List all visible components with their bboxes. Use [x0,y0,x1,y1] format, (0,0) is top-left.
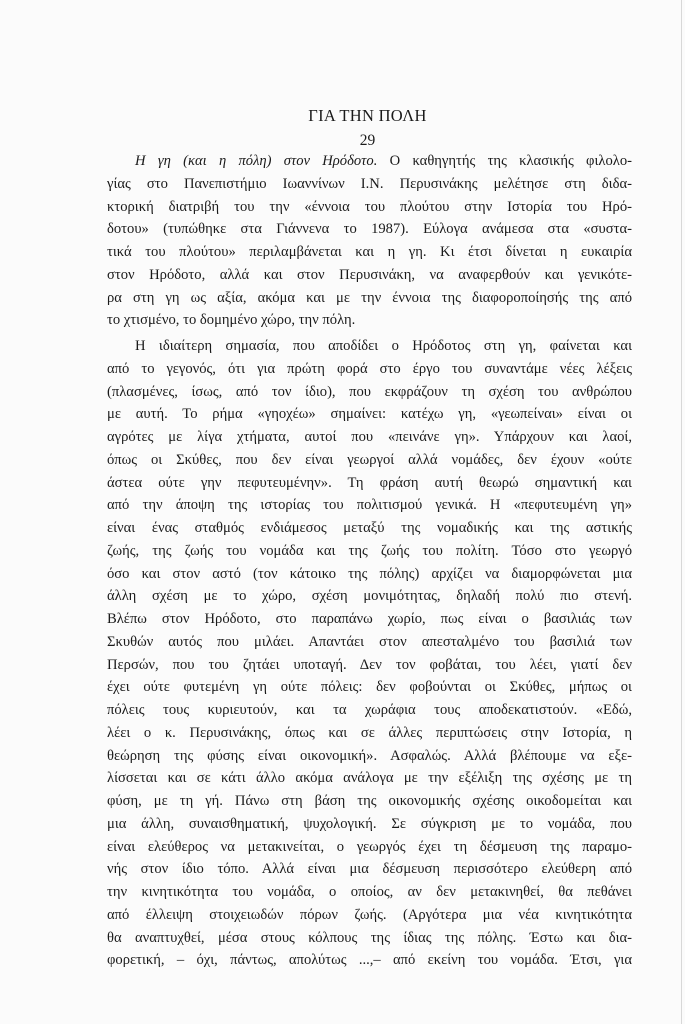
text-line: Περσών, που του ζητάει υποταγή. Δεν τον φοβάται, του λέει, γιατί δεν [107,656,632,673]
section-lead-italic: Η γη (και η πόλη) στον Ηρόδοτο. [135,153,378,169]
text-line: θα αναπτυχθεί, μέσα στους κόλπους της ίδιας της πόλης. Έστω και δια- [107,929,632,946]
text-line: τικά του πλούτου» περιλαμβάνεται και η γη. Κι έτσι δίνεται η ευκαιρία [107,244,632,260]
text-line: Σκυθών αυτός που μιλάει. Απαντάει στον απεσταλμένο του βασιλιά των [107,633,632,650]
text-line: κτορική διατριβή του την «έννοια του πλούτου στην Ιστορία του Ηρό- [107,198,632,215]
text-line: με αυτή. Το ρήμα «γηοχέω» σημαίνει: κατέχω γη, «γεωπείναι» είναι οι [107,406,632,423]
text-line: την κινητικότητα του νομάδα, ο οποίος, αν δεν μετακινηθεί, θα πεθάνει [107,884,632,900]
text-line: δοτου» (τυπώθηκε στα Γιάννενα το 1987). Εύλογα ανάμεσα στα «συστα- [107,221,632,238]
text-line: Η ιδιαίτερη σημασία, που αποδίδει ο Ηρόδοτος στη γη, φαίνεται και [135,338,632,354]
text-line: άστεα ούτε γην πεφυτευμένην». Τη φράση αυτή θεωρώ σημαντική και [107,474,632,491]
paragraph-2 [107,335,632,972]
text-line: θεώρηση της φύσης είναι οικονομική». Ασφαλώς. Αλλά βλέπουμε να εξε- [107,747,632,764]
text-line: μια άλλη, συναισθηματική, ψυχολογική. Σε σύγκριση με το νομάδα, που [107,815,632,832]
text-line: αγρότες με λίγα χτήματα, αυτοί που «πεινάνε γη». Υπάρχουν και λαοί, [107,429,632,445]
text-line: φύση, με τη γή. Πάνω στη βάση της οικονομικής σχέσης οικοδομείται και [107,793,632,809]
text-line: Βλέπω στον Ηρόδοτο, στο παραπάνω χωρίο, πως είναι ο βασιλιάς των [107,611,632,627]
text-line: το χτισμένο, το δομημένο χώρο, την πόλη. [107,312,356,329]
running-title: ΓΙΑ ΤΗΝ ΠΟΛΗ [308,106,427,125]
body-text [107,150,632,972]
text-line: ρα στη γη ως αξία, ακόμα και με την έννοια της διαφοροποίησής της από [107,289,632,306]
text-line: είναι ελεύθερος να μετακινείται, ο γεωργός έχει τη δέσμευση της παραμο- [107,838,632,855]
text-line: από έλλειψη στοιχειωδών πόρων ζωής. (Αργότερα μια νέα κινητικότητα [107,906,632,923]
page-edge-line [681,0,682,1024]
text-line [107,150,632,173]
text-line: έχει ούτε φυτεμένη γη ούτε πόλεις: δεν φοβούνται οι Σκύθες, μήπως οι [107,679,632,696]
text-line: από το γεγονός, ότι για πρώτη φορά στο έργο του συναντάμε νέες λέξεις [107,360,632,377]
text-line: λίσσεται και σε κάτι άλλο ακόμα ανάλογα με την εξέλιξη της σχέσης με τη [107,770,632,787]
text-line-rest: Ο καθηγητής της κλασικής φιλολο- [377,153,632,169]
text-line: άλλη σχέση με το χώρο, σχέση μονιμότητας, δηλαδή πολύ πιο στενή. [107,588,632,605]
text-line: (πλασμένες, ίσως, από τον ίδιο), που εκφράζουν τη σχέση του ανθρώπου [107,383,632,400]
text-line: στον Ηρόδοτο, αλλά και στον Περυσινάκη, να αναφερθούν και γενικότε- [107,266,632,283]
text-line: πόλεις τους κυριευτούν, και τα χωράφια τους αποδεκατιστούν. «Εδώ, [107,702,632,718]
text-line: λέει ο κ. Περυσινάκης, όπως και σε άλλες περιπτώσεις στην Ιστορία, η [107,724,632,741]
page-number: 29 [359,132,376,149]
text-line: από την άποψη της ιστορίας του πολιτισμού γενικά. Η «πεφυτευμένη γη» [107,497,632,514]
text-line: ζωής, της ζωής του νομάδα και της ζωής του πολίτη. Τόσο στο γεωργό [107,542,632,559]
text-line: φορετική, – όχι, πάντως, απολύτως ...,– από εκείνη του νομάδα. Έτσι, για [107,952,632,969]
text-line: νής στον ίδιο τόπο. Αλλά είναι μια δέσμευση περισσότερο ελεύθερη από [107,861,632,878]
text-line: όπως οι Σκύθες, που δεν είναι γεωργοί αλλά νομάδες, δεν έχουν «ούτε [107,451,632,468]
text-line: όσο και στον αστό (τον κάτοικο της πόλης) αρχίζει να διαμορφώνεται μια [107,565,632,582]
text-line: γίας στο Πανεπιστήμιο Ιωαννίνων Ι.Ν. Περυσινάκης μελέτησε στη διδα- [107,175,632,192]
paragraph-1 [107,150,632,332]
text-line: είναι ένας σταθμός ενδιάμεσος μεταξύ της νομαδικής και της αστικής [107,520,632,536]
